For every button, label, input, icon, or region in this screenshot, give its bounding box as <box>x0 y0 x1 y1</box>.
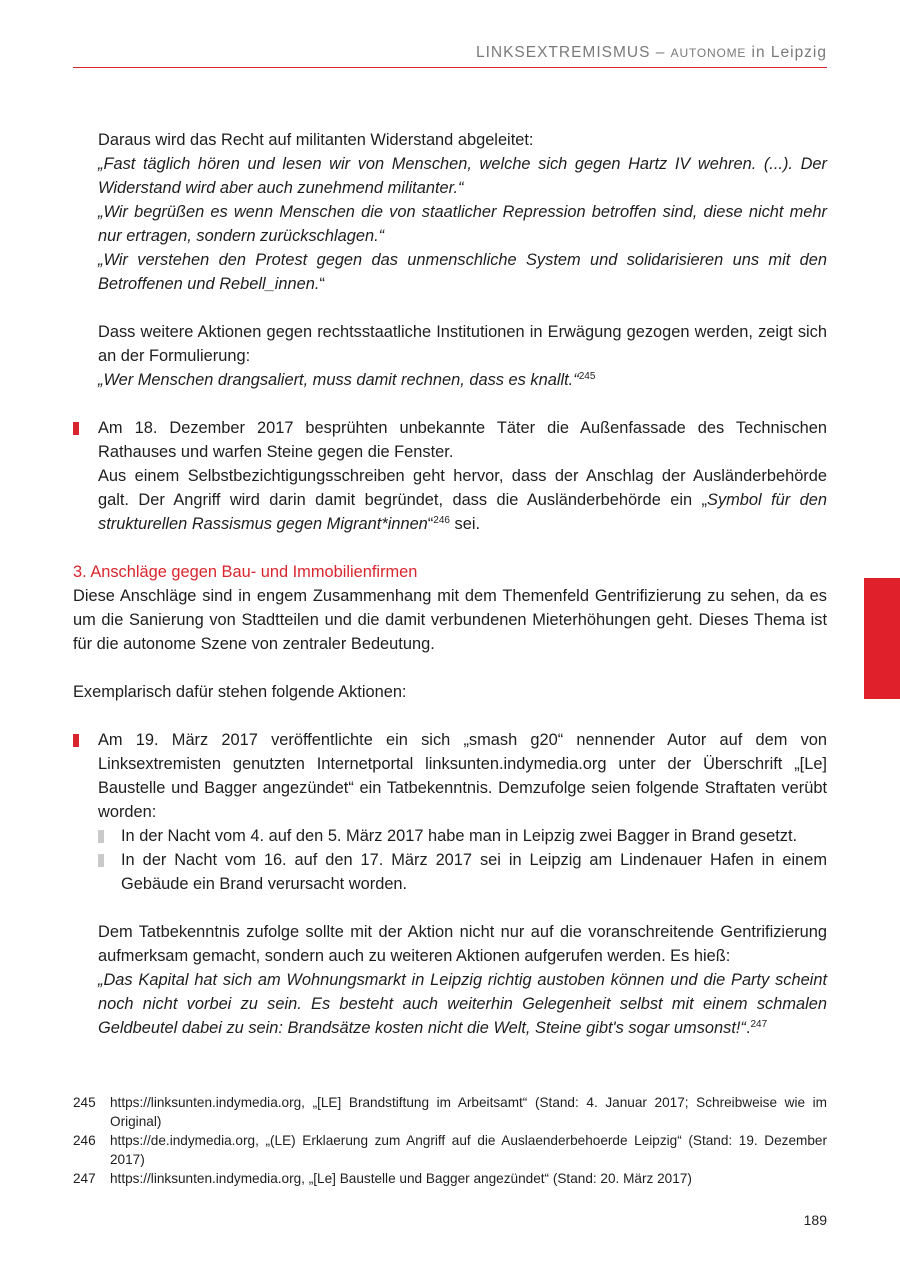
footnote-number: 245 <box>73 1095 96 1110</box>
footnote-ref: 246 <box>433 515 450 526</box>
paragraph: In der Nacht vom 4. auf den 5. März 2017 habe man in Leipzig zwei Bagger in Brand gesetzt. <box>121 827 798 845</box>
footnote-number: 246 <box>73 1133 96 1148</box>
quote-block-1 <box>73 128 827 296</box>
paragraph: Diese Anschläge sind in engem Zusammenhang mit dem Themenfeld Gentrifizierung zu sehen, da es um die Sanierung von Stadtteilen und die damit verbundenen Mieterhöhungen geht. Dieses Thema ist für die autonome Szene von zentraler Bedeutung. <box>73 587 827 653</box>
footnote-text: https://de.indymedia.org, „(LE) Erklaerung zum Angriff auf die Auslaenderbehoerde Leipzig“ (Stand: 19. Dezember 2017) <box>110 1133 827 1167</box>
footnote <box>73 1093 827 1131</box>
paragraph: Dem Tatbekenntnis zufolge sollte mit der Aktion nicht nur auf die voranschreitende Gentrifizierung aufmerksam gemacht, sondern auch zu weiteren Aktionen aufgerufen werden. Es hieß: <box>98 923 827 965</box>
section-heading: 3. Anschläge gegen Bau- und Immobilienfirmen <box>73 563 418 581</box>
footnote-ref: 245 <box>578 371 596 382</box>
header-divider <box>73 67 827 68</box>
running-header <box>476 44 827 62</box>
paragraph: Aus einem Selbstbezichtigungsschreiben geht hervor, dass der Anschlag der Ausländerbehörde galt. Der Angriff wird darin damit begründet, dass die Ausländerbehörde ein „Symbol für den strukturellen Rassismus gegen Migrant*innen“$^{246}$ sei. <box>98 467 827 533</box>
quote: „Wir verstehen den Protest gegen das unmenschliche System und solidarisieren uns mit den Betroffenen und Rebell_innen.“ <box>98 251 827 293</box>
quote-block-3 <box>73 920 827 1040</box>
header-place: in Leipzig <box>746 44 827 61</box>
red-bullet-icon <box>73 422 79 435</box>
paragraph: Exemplarisch dafür stehen folgende Aktionen: <box>73 683 407 701</box>
paragraph: Dass weitere Aktionen gegen rechtsstaatliche Institutionen in Erwägung gezogen werden, zeigt sich an der Formulierung: <box>98 323 827 365</box>
list-item <box>73 728 827 824</box>
grey-bullet-icon <box>98 854 104 867</box>
footnote <box>73 1131 827 1169</box>
quote: „Fast täglich hören und lesen wir von Menschen, welche sich gegen Hartz IV wehren. (...). Der Widerstand wird aber auch zunehmend militanter.“ <box>98 155 827 197</box>
quote: „Wer Menschen drangsaliert, muss damit rechnen, dass es knallt.“$^{245}$ <box>98 371 596 389</box>
sub-list-item <box>73 848 827 896</box>
list-item <box>73 416 827 536</box>
header-sub: AUTONOME <box>670 46 747 60</box>
footnotes <box>73 1093 827 1188</box>
quote: „Wir begrüßen es wenn Menschen die von staatlicher Repression betroffen sind, diese nicht mehr nur ertragen, sondern zurückschlagen.“ <box>98 203 827 245</box>
header-dash: – <box>650 44 671 61</box>
paragraph: Daraus wird das Recht auf militanten Widerstand abgeleitet: <box>98 131 534 149</box>
footnote-ref: 247 <box>750 1019 768 1030</box>
grey-bullet-icon <box>98 830 104 843</box>
chapter-tab <box>864 578 900 699</box>
footnote-text: https://linksunten.indymedia.org, „[Le] Baustelle und Bagger angezündet“ (Stand: 20. März 2017) <box>110 1171 692 1186</box>
footnote-number: 247 <box>73 1171 96 1186</box>
paragraph: In der Nacht vom 16. auf den 17. März 2017 sei in Leipzig am Lindenauer Hafen in einem Gebäude ein Brand verursacht worden. <box>121 851 827 893</box>
footnote-text: https://linksunten.indymedia.org, „[LE] Brandstiftung im Arbeitsamt“ (Stand: 4. Januar 2017; Schreibweise wie im Original) <box>110 1095 827 1129</box>
red-bullet-icon <box>73 734 79 747</box>
quote-block-2 <box>73 320 827 392</box>
quote: „Das Kapital hat sich am Wohnungsmarkt in Leipzig richtig austoben können und die Party scheint noch nicht vorbei zu sein. Es besteht auch weiterhin Gelegenheit selbst mit einem schmalen Geldbeutel dabei zu sein: Brandsätze kosten nicht die Welt, Steine gibt's sogar umsonst!“.$^{247}$ <box>98 971 827 1037</box>
footnote <box>73 1169 827 1188</box>
header-main: LINKSEXTREMISMUS <box>475 44 651 61</box>
paragraph: Am 19. März 2017 veröffentlichte ein sich „smash g20“ nennender Autor auf dem von Linksextremisten genutzten Internetportal linksunten.indymedia.org unter der Überschrift „[Le] Baustelle und Bagger angezündet“ ein Tatbekenntnis. Demzufolge seien folgende Straftaten verübt worden: <box>98 731 827 821</box>
sub-list-item <box>73 824 827 848</box>
main-content <box>73 128 827 1040</box>
page-number: 189 <box>803 1212 827 1228</box>
paragraph: Am 18. Dezember 2017 besprühten unbekannte Täter die Außenfassade des Technischen Rathauses und warfen Steine gegen die Fenster. <box>98 419 827 461</box>
